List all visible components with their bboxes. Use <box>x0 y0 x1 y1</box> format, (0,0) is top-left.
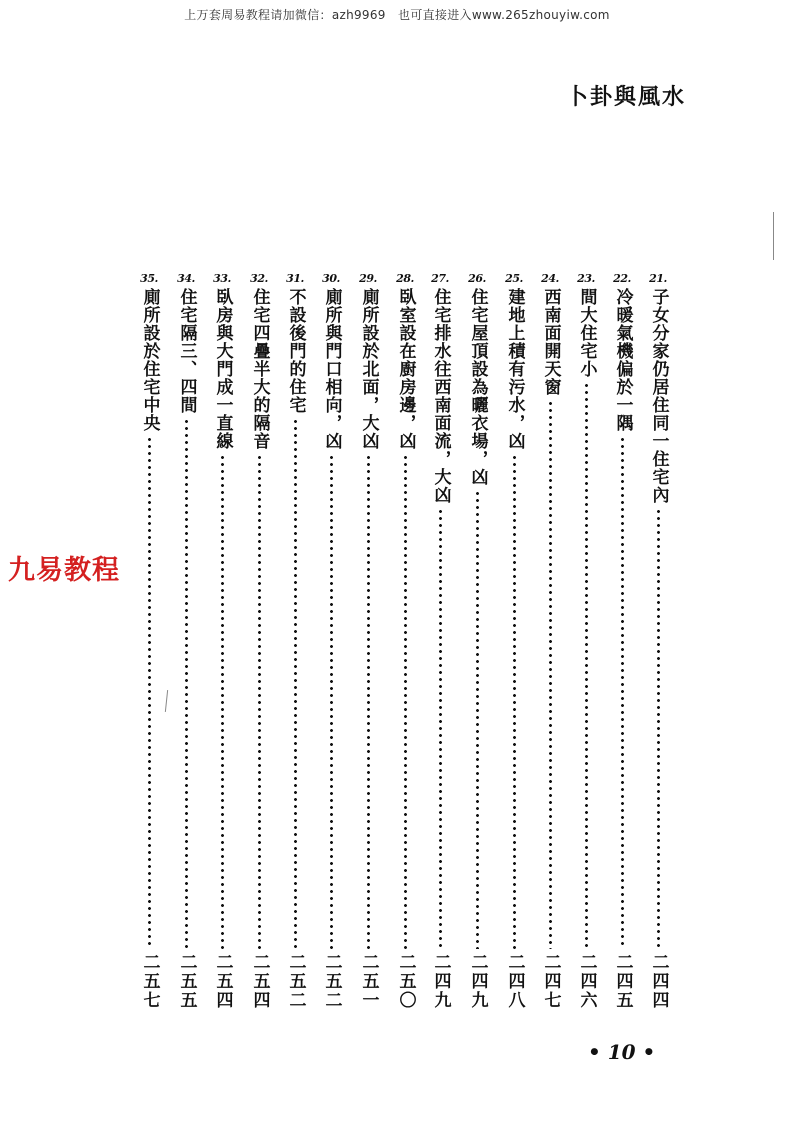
dot-leader <box>439 508 442 949</box>
entry-number: 33. <box>213 272 231 285</box>
book-title: 卜卦與風水 <box>566 84 687 110</box>
toc-entry[interactable] <box>464 272 490 1012</box>
entry-title: 子女分家仍居住同一住宅內 <box>648 288 669 504</box>
toc-entry[interactable] <box>537 272 563 1012</box>
entry-number: 24. <box>541 272 559 285</box>
toc-entry[interactable] <box>173 272 199 1012</box>
dot-leader <box>585 382 588 949</box>
entry-title: 住宅屋頂設為曬衣場，凶 <box>467 288 488 486</box>
table-of-contents <box>0 272 794 1012</box>
dot-leader <box>657 508 660 949</box>
entry-title: 廁所與門口相向，凶 <box>321 288 342 450</box>
entry-page: 二五四 <box>212 953 233 1010</box>
entry-page: 二五二 <box>321 953 342 1010</box>
dot-leader <box>549 400 552 949</box>
entry-title: 住宅隔三、四間 <box>176 288 197 414</box>
entry-number: 30. <box>322 272 340 285</box>
entry-number: 32. <box>250 272 268 285</box>
entry-number: 22. <box>613 272 631 285</box>
toc-entry[interactable] <box>645 272 671 1012</box>
toc-entry[interactable] <box>392 272 418 1012</box>
entry-page: 二四八 <box>504 953 525 1010</box>
toc-entry[interactable] <box>573 272 599 1012</box>
dot-leader <box>476 490 479 949</box>
entry-number: 26. <box>468 272 486 285</box>
entry-title: 間大住宅小 <box>576 288 597 378</box>
dot-leader <box>294 418 297 949</box>
toc-entry[interactable] <box>501 272 527 1012</box>
entry-page: 二五一 <box>358 953 379 1010</box>
dot-leader <box>367 454 370 949</box>
entry-title: 不設後門的住宅 <box>285 288 306 414</box>
entry-page: 二五七 <box>139 953 160 1010</box>
toc-entry[interactable] <box>318 272 344 1012</box>
dot-leader <box>258 454 261 949</box>
entry-number: 34. <box>177 272 195 285</box>
entry-page: 二四九 <box>430 953 451 1010</box>
entry-title: 臥室設在廚房邊，凶 <box>395 288 416 450</box>
entry-number: 27. <box>431 272 449 285</box>
dot-leader <box>513 454 516 949</box>
page-number: • 10 • <box>588 1040 656 1064</box>
dot-leader <box>221 454 224 949</box>
dot-leader <box>404 454 407 949</box>
dot-leader <box>621 436 624 949</box>
entry-number: 35. <box>140 272 158 285</box>
entry-title: 廁所設於北面，大凶 <box>358 288 379 450</box>
toc-entry[interactable] <box>209 272 235 1012</box>
entry-number: 29. <box>359 272 377 285</box>
entry-title: 住宅排水往西南面流，大凶 <box>430 288 451 504</box>
entry-page: 二五五 <box>176 953 197 1010</box>
dot-leader <box>148 436 151 949</box>
scan-edge-line <box>773 212 774 260</box>
toc-entry[interactable] <box>136 272 162 1012</box>
entry-page: 二五四 <box>249 953 270 1010</box>
dot-leader <box>185 418 188 949</box>
entry-page: 二四五 <box>612 953 633 1010</box>
entry-page: 二四六 <box>576 953 597 1010</box>
entry-title: 臥房與大門成一直線 <box>212 288 233 450</box>
entry-number: 31. <box>286 272 304 285</box>
entry-title: 廁所設於住宅中央 <box>139 288 160 432</box>
entry-page: 二五二 <box>285 953 306 1010</box>
entry-title: 住宅四疊半大的隔音 <box>249 288 270 450</box>
toc-entry[interactable] <box>246 272 272 1012</box>
toc-entry[interactable] <box>355 272 381 1012</box>
entry-title: 冷暖氣機偏於一隅 <box>612 288 633 432</box>
entry-page: 二四七 <box>540 953 561 1010</box>
entry-number: 28. <box>396 272 414 285</box>
entry-number: 21. <box>649 272 667 285</box>
toc-entry[interactable] <box>609 272 635 1012</box>
entry-title: 西南面開天窗 <box>540 288 561 396</box>
entry-number: 25. <box>505 272 523 285</box>
watermark-stamp: 九易教程 <box>8 555 120 586</box>
entry-page: 二五〇 <box>395 953 416 1010</box>
entry-page: 二四四 <box>648 953 669 1010</box>
entry-title: 建地上積有污水，凶 <box>504 288 525 450</box>
entry-page: 二四九 <box>467 953 488 1010</box>
watermark-text: 上万套周易教程请加微信：azh9969 也可直接进入www.265zhouyiw.com <box>184 8 610 22</box>
entry-number: 23. <box>577 272 595 285</box>
dot-leader <box>330 454 333 949</box>
toc-entry[interactable] <box>282 272 308 1012</box>
toc-entry[interactable] <box>427 272 453 1012</box>
